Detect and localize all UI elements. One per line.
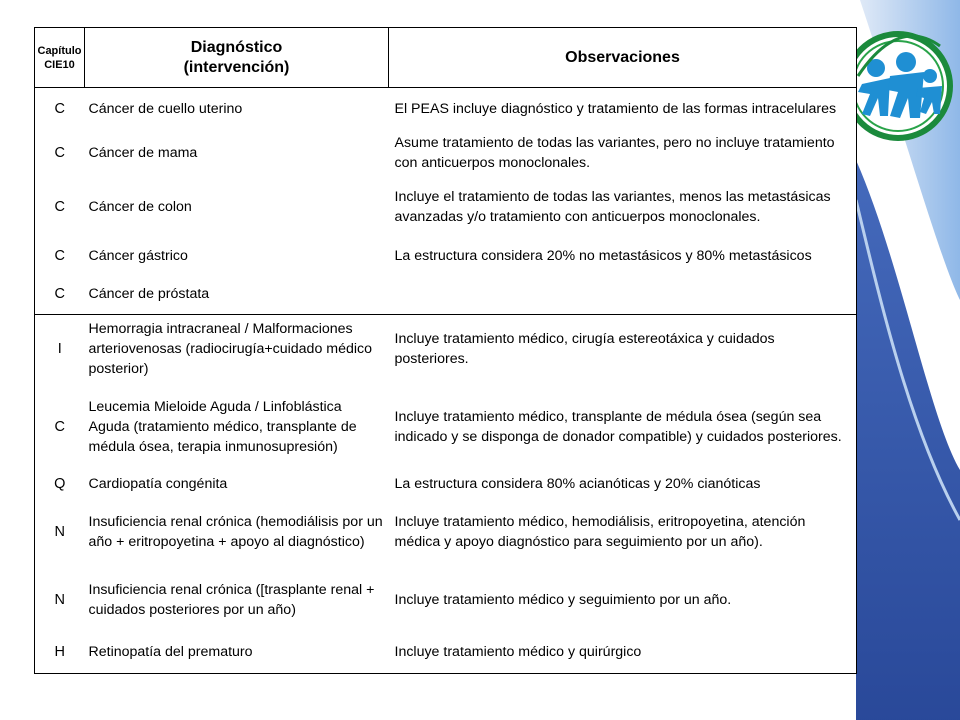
row-diagnosis: Insuficiencia renal crónica (hemodiálisis por un año + eritropoyetina + apoyo al diagnóstico) <box>88 514 383 550</box>
row-code: C <box>35 383 85 471</box>
row-observation: La estructura considera 80% acianóticas y 20% cianóticas <box>389 471 857 497</box>
row-code: H <box>35 632 85 674</box>
row-observation: Incluye tratamiento médico, hemodiálisis, eritropoyetina, atención médica y apoyo diagnóstico para seguimiento por un año). <box>389 497 857 568</box>
row-code: C <box>35 239 85 274</box>
row-observation: Incluye tratamiento médico, cirugía estereotáxica y cuidados posteriores. <box>389 315 857 383</box>
header-chapter: Capítulo CIE10 <box>35 28 85 88</box>
row-code: C <box>35 175 85 239</box>
row-diagnosis: Cardiopatía congénita <box>88 475 228 492</box>
row-observation <box>389 274 857 315</box>
table-header-row <box>35 28 857 88</box>
table-row <box>35 175 857 239</box>
row-code: C <box>35 274 85 315</box>
row-observation: Asume tratamiento de todas las variantes, pero no incluye tratamiento con anticuerpos monoclonales. <box>389 131 857 175</box>
table-row <box>35 497 857 568</box>
row-code: I <box>35 315 85 383</box>
header-observations: Observaciones <box>389 28 857 88</box>
table-row <box>35 315 857 383</box>
row-observation: Incluye tratamiento médico, transplante de médula ósea (según sea indicado y se disponga de donador compatible) y cuidados posteriores. <box>389 383 857 471</box>
row-code: Q <box>35 471 85 497</box>
table-row <box>35 239 857 274</box>
table-row <box>35 88 857 131</box>
row-observation: El PEAS incluye diagnóstico y tratamiento de las formas intracelulares <box>389 88 857 131</box>
header-diagnosis-line1: Diagnóstico <box>190 38 283 56</box>
row-diagnosis: Cáncer de colon <box>88 198 192 215</box>
row-observation: Incluye tratamiento médico y seguimiento por un año. <box>389 568 857 632</box>
table-row <box>35 274 857 315</box>
row-code: N <box>35 568 85 632</box>
row-diagnosis: Cáncer gástrico <box>88 248 188 264</box>
table-row <box>35 632 857 674</box>
row-code: C <box>35 88 85 131</box>
table-row <box>35 383 857 471</box>
table-row <box>35 568 857 632</box>
row-observation: Incluye tratamiento médico y quirúrgico <box>389 632 857 674</box>
coverage-table <box>34 27 857 674</box>
row-code: C <box>35 131 85 175</box>
row-observation: Incluye el tratamiento de todas las variantes, menos las metastásicas avanzadas y/o tratamiento con anticuerpos monoclonales. <box>389 175 857 239</box>
row-diagnosis: Cáncer de próstata <box>88 285 210 302</box>
table-row <box>35 471 857 497</box>
row-observation: La estructura considera 20% no metastásicos y 80% metastásicos <box>389 239 857 274</box>
row-diagnosis: Hemorragia intracraneal / Malformaciones arteriovenosas (radiocirugía+cuidado médico posterior) <box>85 315 389 383</box>
row-diagnosis: Retinopatía del prematuro <box>85 632 389 674</box>
row-code: N <box>35 497 85 568</box>
row-diagnosis: Cáncer de cuello uterino <box>88 101 243 118</box>
row-diagnosis: Cáncer de mama <box>88 144 198 161</box>
row-diagnosis: Insuficiencia renal crónica ([trasplante renal + cuidados posteriores por un año) <box>88 581 375 618</box>
header-diagnosis <box>85 28 389 88</box>
table-row <box>35 131 857 175</box>
aseguramiento-universal-logo <box>848 6 956 166</box>
row-diagnosis: Leucemia Mieloide Aguda / Linfoblástica Aguda (tratamiento médico, transplante de médula ósea, terapia inmunosupresión) <box>88 398 357 455</box>
header-diagnosis-line2: (intervención) <box>183 58 290 76</box>
